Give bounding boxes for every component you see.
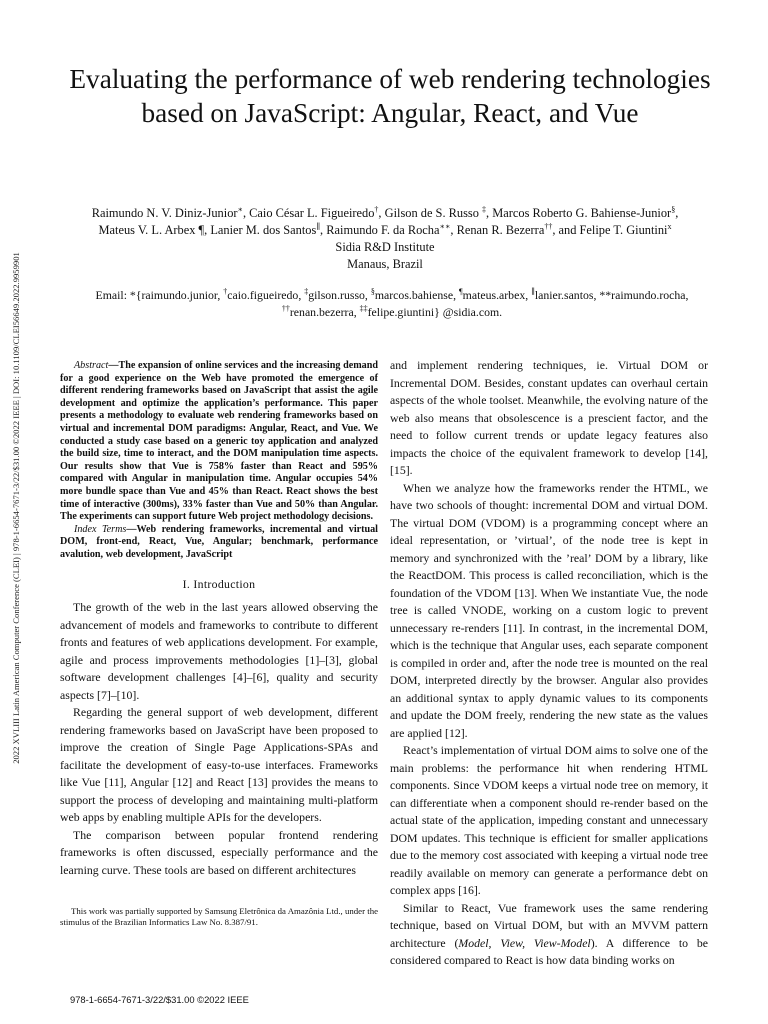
email-line-1: Email: *{raimundo.junior, †caio.figueiredo, ‡gilson.russo, §marcos.bahiense, ¶mateus.arbex, ∥lanier.santos, **raimundo.rocha, (95, 287, 689, 302)
left-column (60, 360, 378, 879)
email-block (52, 287, 732, 321)
author-line-2: Mateus V. L. Arbex ¶, Lanier M. dos Santos∥, Raimundo F. da Rocha∗∗, Renan R. Bezerra††, and Felipe T. Giuntini$^x$ (98, 221, 672, 237)
paragraph: The growth of the web in the last years allowed observing the advancement of models and frameworks to contribute to different fronts and features of web applications development. For example, agile and process improvements methodologies [1]–[3], global software development challenges [4]–[6], quality and security aspects [7]–[10]. (60, 600, 378, 702)
section-heading: I. Introduction (182, 576, 256, 591)
right-column (390, 357, 708, 970)
side-note-text: 2022 XVLIII Latin American Computer Conference (CLEI) | 978-1-6654-7671-3/22/$31.00 ©2022 IEEE | DOI: 10.1109/CLEI56649.2022.9959901 (11, 252, 21, 764)
abstract (60, 360, 378, 524)
paragraph: Regarding the general support of web development, different rendering frameworks based on JavaScript have been proposed to improve the creation of Single Page Applications-SPAs and facilitate the development of easy-to-use interfaces. Frameworks like Vue [11], Angular [12] and React [13] provides the means to support the process of developing and maintaining multi-platform web apps by enabling multiple APIs for the developers. (60, 705, 378, 824)
footnote: This work was partially supported by Samsung Eletrônica da Amazônia Ltd., under the stimulus of the Brazilian Informatics Law No. 8.387/91. (60, 906, 378, 927)
side-margin-note (9, 118, 23, 898)
institute: Sidia R&D Institute (335, 240, 435, 254)
paragraph: React’s implementation of virtual DOM aims to solve one of the main problems: the performance hit when rendering HTML components. Since VDOM keeps a virtual node tree on memory, it can differentiate when a component should re-render based on the actual state of the application, impeding constant and unnecessary DOM updates. This technique is efficient for smaller applications due to the memory cost associated with keeping a virtual node tree readily available on memory can generate a performance debt on complex apps [16]. (390, 743, 708, 897)
email-line-2: ††renan.bezerra, ‡‡felipe.giuntini} @sidia.com. (281, 304, 503, 319)
paragraph: Similar to React, Vue framework uses the same rendering technique, based on Virtual DOM, but with an MVVM pattern architecture (Model, View, View-Model). A difference to be considered compared to React is how data binding works on (390, 900, 708, 967)
index-terms-text: —Web rendering frameworks, incremental and virtual DOM, front-end, React, Vue, Angular; benchmark, performance avalution, web development, JavaScript (60, 523, 379, 560)
paragraph: When we analyze how the frameworks render the HTML, we have two schools of thought: incremental DOM and virtual DOM. The virtual DOM (VDOM) is a programming concept where an ideal representation, or ’virtual’, of the node tree is kept in memory and synchronized with the ’real’ DOM by a library, like the ReactDOM. This process is called reconciliation, which is the foundation of the VDOM [13]. When We instantiate Vue, the node tree is called VNODE, working on a custom logic to prevent unnecessary re-renders [11]. In contrast, in the incremental DOM, which is the technique that Angular uses, each separate component is compiled in order and, after the node tree is mounted on the real DOM, interpreted directly by the browser. Angular also provides an additional syntax to apply dynamic values to its components and update the DOM freely, rendering the new state as the values are applied [12]. (390, 480, 708, 740)
location: Manaus, Brazil (347, 257, 423, 271)
paragraph: The comparison between popular frontend rendering frameworks is often discussed, especially performance and the learning curve. These tools are based on different architectures (60, 827, 378, 877)
index-terms-label: Index Terms (74, 523, 127, 535)
ieee-copyright-footer: 978-1-6654-7671-3/22/$31.00 ©2022 IEEE (70, 994, 249, 1005)
paragraph: and implement rendering techniques, ie. Virtual DOM or Incremental DOM. Besides, constant updates can overhaul certain aspects of the whole toolset. Meanwhile, the evolving nature of the web also means that obsolescence is a prescient factor, and the need to follow current trends or update legacy features also impacts the choice of the equivalent framework to develop [14], [15]. (390, 358, 708, 477)
abstract-text: —The expansion of online services and the increasing demand for a good experience on the Web have promoted the emergence of different rendering frameworks based on JavaScript that assist the agile development and optimize the application’s performance. This paper presents a methodology to evaluate web rendering frameworks based on virtual and incremental DOM paradigms: Angular, React, and Vue. We conducted a study case based on a generic toy application and analyzed the build size, time to interact, and the DOM manipulation time aspects. Our results show that Vue is 758% faster than React and 595% compared with Angular in manipulation time. Angular occupies 54% more bundle space than Vue and 45% than React. React shows the best time of interactive (300ms), 33% faster than Vue and 50% than Angular. The experiments can support future Web project methodology decisions. (60, 360, 378, 523)
abstract-label: Abstract (74, 360, 109, 371)
index-terms (60, 524, 378, 562)
author-block (40, 205, 730, 273)
paper-title: Evaluating the performance of web rendering technologies based on JavaScript: Angular, React, and Vue (69, 64, 711, 128)
author-line-1: Raimundo N. V. Diniz-Junior∗, Caio César L. Figueiredo†, Gilson de S. Russo ‡, Marcos Roberto G. Bahiense-Junior§, (91, 204, 679, 220)
